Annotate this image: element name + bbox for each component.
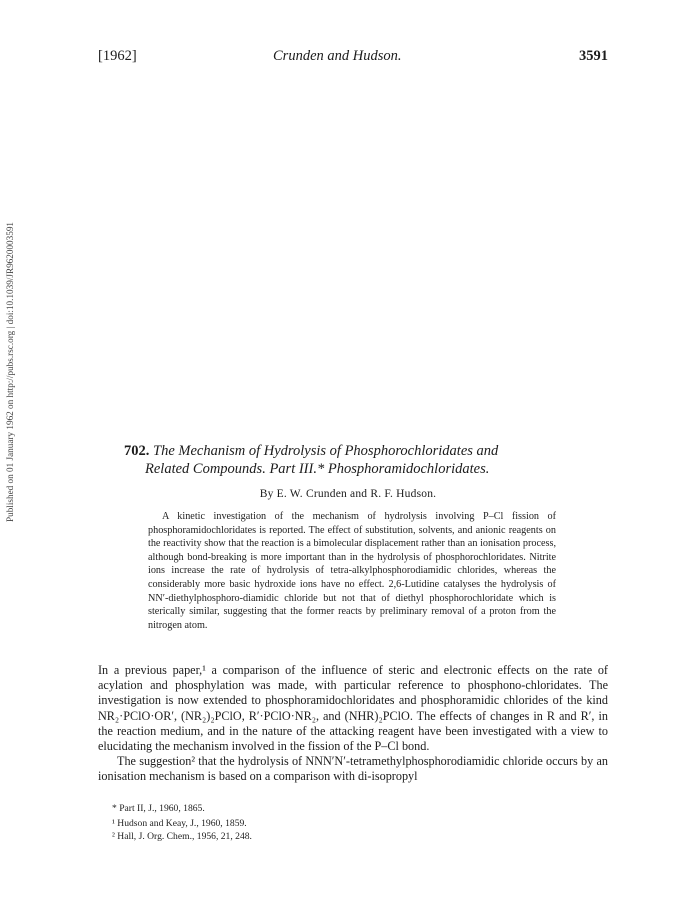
footnote-2: ² Hall, J. Org. Chem., 1956, 21, 248. [112, 830, 252, 842]
header-page-number: 3591 [579, 48, 608, 64]
article-title [124, 442, 594, 478]
title-line-2: Related Compounds. Part III.* Phosphoramidochloridates. [145, 461, 490, 477]
footnote-star: * Part II, J., 1960, 1865. [112, 803, 205, 814]
header-year: [1962] [98, 48, 137, 64]
abstract [148, 510, 556, 632]
publication-side-note: Published on 01 January 1962 on http://pubs.rsc.org | doi:10.1039/JR9620003591 [5, 222, 15, 523]
header-authors: Crunden and Hudson. [273, 48, 402, 64]
footnote-1: ¹ Hudson and Keay, J., 1960, 1859. [112, 818, 247, 830]
main-body [98, 663, 608, 785]
page-header [98, 48, 608, 68]
body-paragraph-2: The suggestion² that the hydrolysis of NNN′N′-tetramethylphosphorodiamidic chloride occurs by an ionisation mechanism is based on a comparison with di-isopropyl [98, 754, 608, 784]
abstract-text: A kinetic investigation of the mechanism of hydrolysis involving P–Cl fission of phosphoramidochloridates is reported. The effect of substitution, solvents, and anionic reagents on the reactivity show that the reaction is a bimolecular displacement rather than an ionisation process, although bond-breaking is more important than in the hydrolysis of phosphorochloridates. Nitrite ions increase the rate of hydrolysis of tetra-alkylphosphorodiamidic chlorides, whereas the considerably more basic hydroxide ions have no effect. 2,6-Lutidine catalyses the hydrolysis of NN′-diethylphosphoro-diamidic chloride but not that of diethyl phosphorochloridate which is sterically similar, suggesting that the former reacts by preliminary removal of a proton from the nitrogen atom. [148, 511, 556, 631]
article-number: 702. [124, 443, 150, 459]
title-line-1: The Mechanism of Hydrolysis of Phosphorochloridates and [153, 443, 499, 459]
footnotes [112, 803, 532, 843]
author-byline: By E. W. Crunden and R. F. Hudson. [259, 488, 437, 500]
body-paragraph-1: In a previous paper,¹ a comparison of the influence of steric and electronic effects on the rate of acylation and phosphylation was made, with particular reference to phosphono-chloridates. The investigation is now extended to phosphoramidochloridates and phosphoramidic chlorides of the kind NR₂·PClO·OR′, (NR₂)₂PClO, R′·PClO·NR₂, and (NHR)₂PClO. The effects of changes in R and R′, in the reaction medium, and in the nature of the attacking reagent have been investigated with a view to elucidating the mechanism involved in the fission of the P–Cl bond. [98, 663, 608, 754]
